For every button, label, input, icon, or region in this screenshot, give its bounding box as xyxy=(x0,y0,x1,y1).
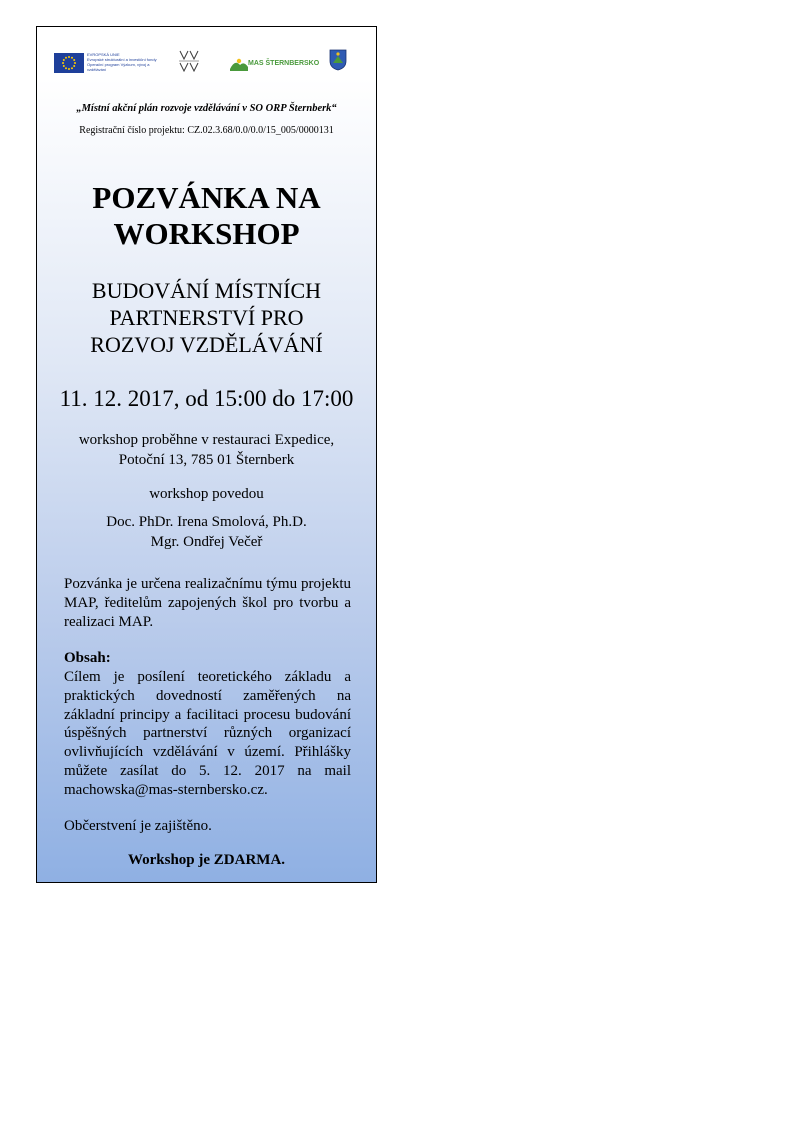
invitation-heading xyxy=(37,180,376,252)
crest-icon xyxy=(329,49,347,71)
heading-line: POZVÁNKA NA xyxy=(92,180,321,215)
content-label: Obsah: xyxy=(64,650,111,666)
topic-line: BUDOVÁNÍ MÍSTNÍCH xyxy=(91,278,322,303)
speaker-name: Mgr. Ondřej Večeř xyxy=(150,534,263,550)
heading-line: WORKSHOP xyxy=(113,216,300,251)
speakers xyxy=(37,512,376,552)
refreshments-note: Občerstvení je zajištěno. xyxy=(64,818,212,834)
logo-strip xyxy=(54,49,354,79)
event-date: 11. 12. 2017, od 15:00 do 17:00 xyxy=(59,386,354,411)
invitation-flyer xyxy=(36,26,377,883)
eu-flag-icon xyxy=(54,53,84,73)
invitation-audience: Pozvánka je určena realizačnímu týmu projektu MAP, ředitelům zapojených škol pro tvorbu a realizaci MAP. xyxy=(64,576,351,630)
topic-line: ROZVOJ VZDĚLÁVÁNÍ xyxy=(90,332,323,357)
speaker-name: Doc. PhDr. Irena Smolová, Ph.D. xyxy=(106,514,307,530)
eu-text-line: Operační program Výzkum, vývoj a vzdělávání xyxy=(87,62,150,72)
mas-logo xyxy=(230,57,320,71)
free-notice: Workshop je ZDARMA. xyxy=(127,852,286,868)
registration-number: Registrační číslo projektu: CZ.02.3.68/0.0/0.0/15_005/0000131 xyxy=(79,125,334,136)
eu-funding-text xyxy=(87,52,167,72)
project-title: „Místní akční plán rozvoje vzdělávání v SO ORP Šternberk“ xyxy=(76,103,337,114)
content-description: Cílem je posílení teoretického základu a praktických dovedností zaměřených na základní principy a facilitaci procesu budování úspěšných partnerství různých organizací ovlivňujících vzdělávání v území. Přihlášky můžete zasílat do 5. 12. 2017 na mail machowska@mas-sternbersko.cz. xyxy=(64,669,351,798)
eu-text-line: Evropské strukturální a investiční fondy xyxy=(87,57,157,62)
mas-hills-icon xyxy=(230,57,248,71)
venue-line: Potoční 13, 785 01 Šternberk xyxy=(118,452,295,468)
venue-line: workshop proběhne v restauraci Expedice, xyxy=(78,432,335,448)
event-venue xyxy=(37,430,376,470)
mas-label: MAS ŠTERNBERSKO xyxy=(248,60,320,67)
eu-text-line: EVROPSKÁ UNIE xyxy=(87,52,120,57)
msmt-logo-icon xyxy=(178,49,200,73)
topic-line: PARTNERSTVÍ PRO xyxy=(109,305,304,330)
workshop-topic xyxy=(37,277,376,358)
led-by-label: workshop povedou xyxy=(149,486,264,502)
